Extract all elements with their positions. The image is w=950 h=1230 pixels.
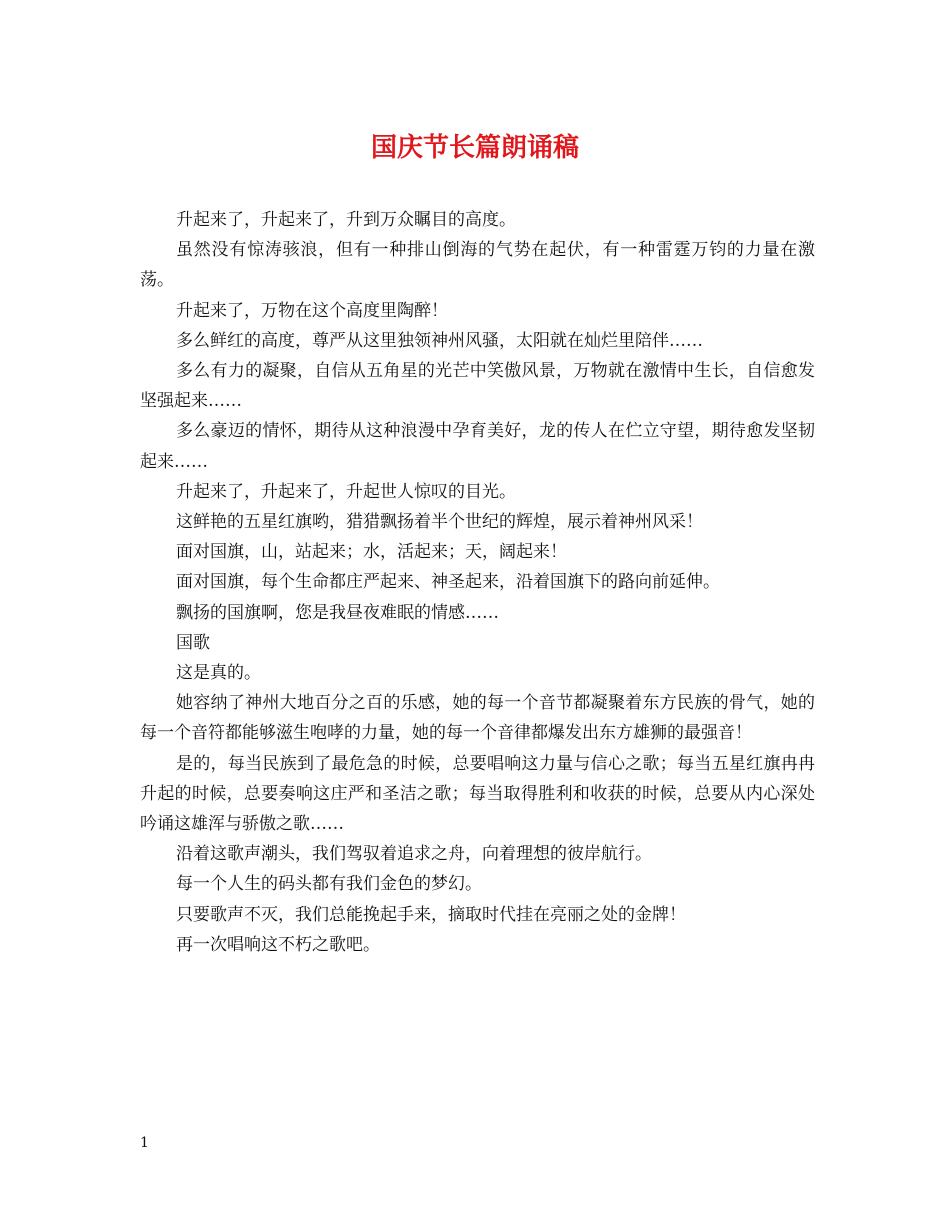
page-number: 1 <box>140 1135 149 1151</box>
paragraph: 飘扬的国旗啊，您是我昼夜难眠的情感…… <box>176 602 499 623</box>
paragraph: 只要歌声不灭，我们总能挽起手来，摘取时代挂在亮丽之处的金牌！ <box>176 904 686 925</box>
paragraph: 升起来了，升起来了，升到万众瞩目的高度。 <box>176 210 516 230</box>
document-body <box>140 205 815 960</box>
paragraph: 面对国旗，每个生命都庄严起来、神圣起来，沿着国旗下的路向前延伸。 <box>176 572 720 593</box>
paragraph: 再一次唱响这不朽之歌吧。 <box>176 934 380 955</box>
paragraph: 面对国旗，山，站起来；水，活起来；天，阔起来！ <box>176 542 567 563</box>
paragraph: 是的，每当民族到了最危急的时候，总要唱响这力量与信心之歌；每当五星红旗冉冉升起的时候，总要奏响这庄严和圣洁之歌；每当取得胜利和收获的时候，总要从内心深处吟诵这雄浑与骄傲之歌…… <box>140 753 815 835</box>
paragraph: 升起来了，升起来了，升起世人惊叹的目光。 <box>176 481 516 502</box>
paragraph: 这鲜艳的五星红旗哟，猎猎飘扬着半个世纪的辉煌，展示着神州风采！ <box>176 512 703 533</box>
paragraph: 升起来了，万物在这个高度里陶醉！ <box>176 300 448 321</box>
paragraph: 多么有力的凝聚，自信从五角星的光芒中笑傲风景，万物就在激情中生长，自信愈发坚强起来…… <box>140 361 815 412</box>
paragraph: 沿着这歌声潮头，我们驾驭着追求之舟，向着理想的彼岸航行。 <box>176 844 652 865</box>
paragraph: 虽然没有惊涛骇浪，但有一种排山倒海的气势在起伏，有一种雷霆万钧的力量在激荡。 <box>140 240 815 291</box>
paragraph: 每一个人生的码头都有我们金色的梦幻。 <box>176 874 482 895</box>
page-title: 国庆节长篇朗诵稿 <box>370 133 579 163</box>
paragraph: 这是真的。 <box>176 663 261 684</box>
paragraph: 多么鲜红的高度，尊严从这里独领神州风骚，太阳就在灿烂里陪伴…… <box>176 330 703 351</box>
section-heading: 国歌 <box>176 632 210 653</box>
paragraph: 她容纳了神州大地百分之百的乐感，她的每一个音节都凝聚着东方民族的骨气，她的每一个音符都能够滋生咆哮的力量，她的每一个音律都爆发出东方雄狮的最强音！ <box>140 693 815 744</box>
paragraph: 多么豪迈的情怀，期待从这种浪漫中孕育美好，龙的传人在伫立守望，期待愈发坚韧起来…… <box>140 421 815 472</box>
